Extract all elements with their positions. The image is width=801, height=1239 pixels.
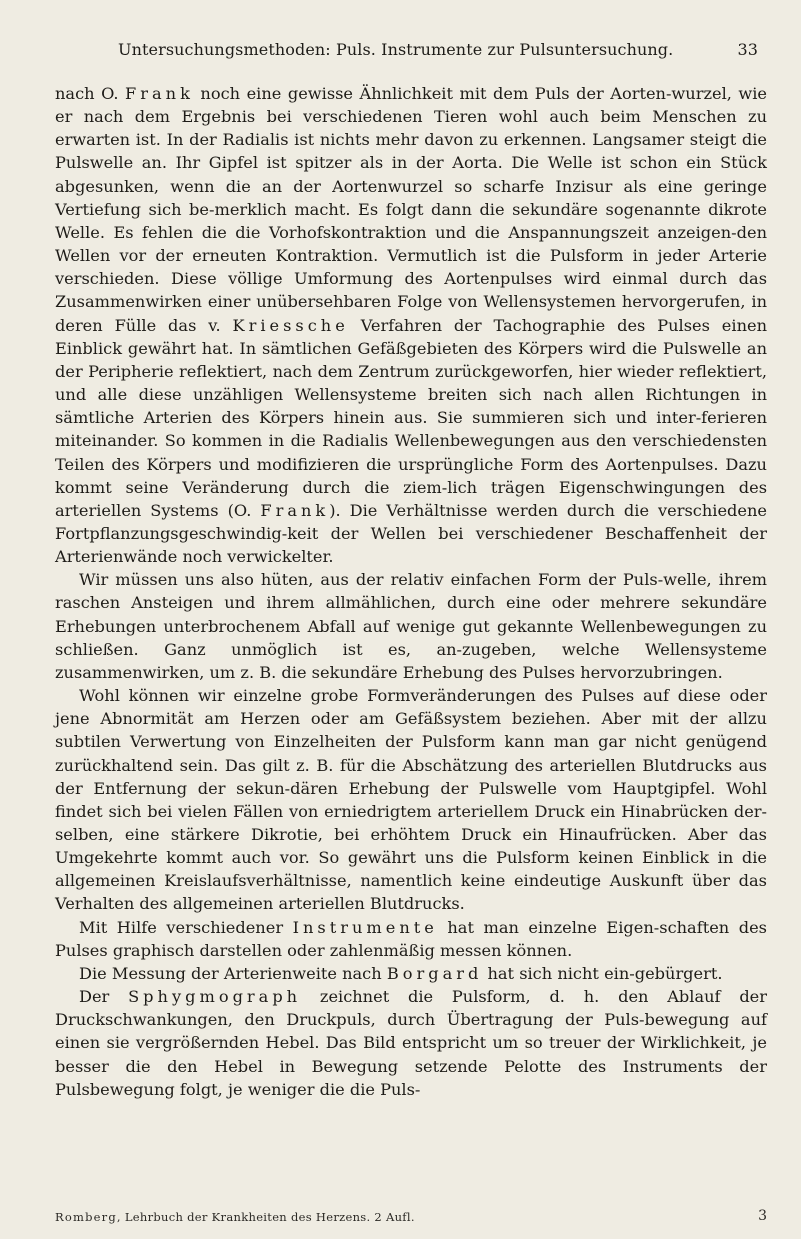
running-head bbox=[118, 40, 758, 64]
text-run: Verfahren der Tachographie des Pulses einen Einblick gewährt hat. In sämtlichen Gefäßgebieten des Körpers wird die Pulswelle an der Peripherie reflektiert, nach dem Zentrum zurückgeworfen, hier wieder reflektiert, und alle diese unzähligen Wellensysteme breiten sich nach allen Richtungen in sämtliche Arterien des Körpers hinein aus. Sie summieren sich und inter-ferieren miteinander. So kommen in die Radialis Wellenbewegungen aus den verschiedensten Teilen des Körpers und modifizieren die ursprüngliche Form des Aortenpulses. Dazu kommt seine Veränderung durch die ziem-lich trägen Eigenschwingungen des arteriellen Systems (O. bbox=[55, 315, 767, 520]
text-run: Der bbox=[79, 987, 129, 1007]
paragraph bbox=[55, 985, 767, 1101]
text-run: noch eine gewisse Ähnlichkeit mit dem Puls der Aorten-wurzel, wie er nach dem Ergebnis bei verschiedenen Tieren wohl auch beim Menschen zu erwarten ist. In der Radialis ist nichts mehr davon zu erkennen. Langsamer steigt die Pulswelle an. Ihr Gipfel ist spitzer als in der Aorta. Die Welle ist schon ein Stück abgesunken, wenn die an der Aortenwurzel so scharfe Inzisur als eine geringe Vertiefung sich be-merklich macht. Es folgt dann die sekundäre sogenannte dikrote Welle. Es fehlen die die Vorhofskontraktion und die Anspannungszeit anzeigen-den Wellen vor der erneuten Kontraktion. Vermutlich ist die Pulsform in jeder Arterie verschieden. Diese völlige Umformung des Aortenpulses wird einmal durch das Zusammenwirken einer unübersehbaren Folge von Wellensystemen hervorgerufen, in deren Fülle das v. bbox=[55, 84, 768, 335]
footer-book-title: , Lehrbuch der Krankheiten des Herzens. 2 Aufl. bbox=[116, 1210, 415, 1224]
text-run: nach O. bbox=[55, 84, 126, 103]
text-run: hat sich nicht ein-gebürgert. bbox=[482, 963, 723, 983]
running-head-title: Untersuchungsmethoden: Puls. Instrumente zur Pulsuntersuchung. bbox=[118, 40, 674, 59]
paragraph bbox=[55, 962, 767, 985]
spaced-name: Sphygmograph bbox=[128, 987, 302, 1007]
spaced-name: Frank bbox=[260, 500, 330, 520]
spaced-name: Borgard bbox=[386, 963, 483, 983]
paragraph bbox=[55, 568, 767, 684]
text-run: Wohl können wir einzelne grobe Formveränderungen des Pulses auf diese oder jene Abnormität am Herzen oder am Gefäßsystem beziehen. Aber mit der allzu subtilen Verwertung von Einzelheiten der Pulsform kann man gar nicht genügend zurückhaltend sein. Das gilt z. B. für die Abschätzung des arteriellen Blutdrucks aus der Entfernung der sekun-dären Erhebung der Pulswelle vom Hauptgipfel. Wohl findet sich bei vielen Fällen von erniedrigtem arteriellem Druck ein Hinabrücken der-selben, eine stärkere Dikrotie, bei erhöhtem Druck ein Hinaufrücken. Aber das Umgekehrte kommt auch vor. So gewährt uns die Pulsform keinen Einblick in die allgemeinen Kreislaufsverhältnisse, namentlich keine eindeutige Auskunft über das Verhalten des allgemeinen arteriellen Blutdrucks. bbox=[55, 686, 767, 914]
text-run: hat man einzelne Eigen-schaften des Pulses graphisch darstellen oder zahlenmäßig messen können. bbox=[55, 917, 767, 960]
text-run: zeichnet die Pulsform, d. h. den Ablauf der Druckschwankungen, den Druckpuls, durch Übertragung der Puls-bewegung auf einen sie vergrößernden Hebel. Das Bild entspricht um so treuer der Wirklichkeit, je besser die den Hebel in Bewegung setzende Pelotte des Instruments der Pulsbewegung folgt, je weniger die die Puls- bbox=[55, 987, 768, 1099]
paragraph bbox=[55, 916, 767, 962]
footer-citation bbox=[55, 1210, 415, 1224]
page-number: 33 bbox=[737, 40, 758, 59]
text-run: Die Messung der Arterienweite nach bbox=[79, 963, 387, 983]
spaced-name: Kriessche bbox=[232, 315, 349, 335]
paragraph bbox=[55, 684, 767, 916]
footer-author: Romberg bbox=[55, 1210, 117, 1224]
body-text bbox=[55, 82, 767, 1101]
text-run: Wir müssen uns also hüten, aus der relativ einfachen Form der Puls-welle, ihrem raschen Ansteigen und ihrem allmählichen, durch eine oder mehrere sekundäre Erhebungen unterbrochenem Abfall auf wenige gut gekannte Wellenbewegungen zu schließen. Ganz unmöglich ist es, an-zugeben, welche Wellensysteme zusammenwirken, um z. B. die sekundäre Erhebung des Pulses hervorzubringen. bbox=[55, 570, 767, 682]
spaced-name: Frank bbox=[125, 84, 194, 103]
paragraph bbox=[55, 82, 767, 568]
text-run: ). Die Verhältnisse werden durch die verschiedene Fortpflanzungsgeschwindig-keit der Wellen bei verschiedener Beschaffenheit der Arterienwände noch verwickelter. bbox=[55, 500, 767, 567]
page-footer bbox=[55, 1210, 767, 1230]
text-run: Mit Hilfe verschiedener bbox=[79, 917, 293, 937]
spaced-name: Instrumente bbox=[292, 917, 438, 937]
sheet-signature-number: 3 bbox=[758, 1208, 767, 1224]
